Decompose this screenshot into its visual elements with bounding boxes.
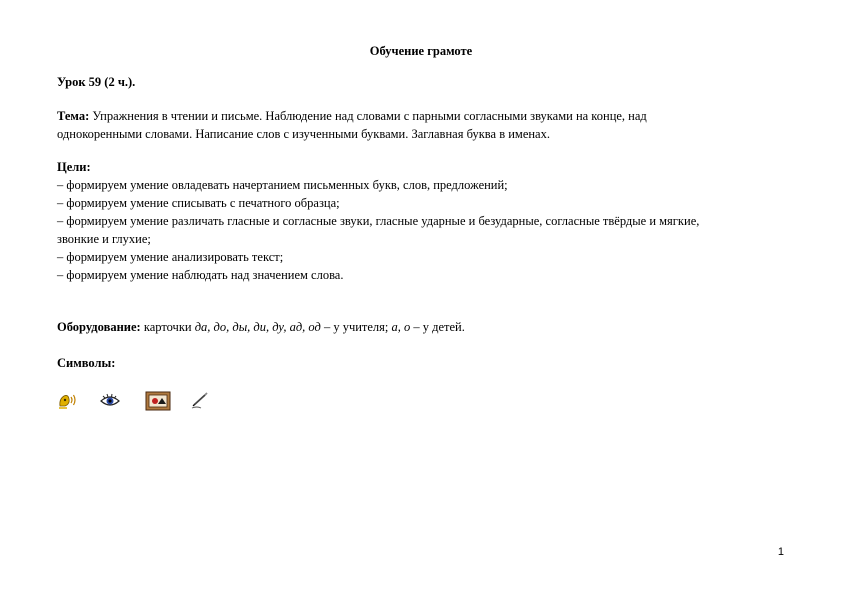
framed-picture-icon <box>145 391 167 411</box>
document-title: Обучение грамоте <box>369 44 473 58</box>
topic-label: Тема: <box>57 109 90 123</box>
symbols-label: Символы: <box>57 356 116 370</box>
equipment-paragraph <box>57 318 787 336</box>
goal-item: – формируем умение наблюдать над значением слова. <box>57 268 344 282</box>
page-number: 1 <box>777 546 784 558</box>
goal-item: – формируем умение различать гласные и согласные звуки, гласные ударные и безударные, согласные твёрдые и мягкие, <box>57 214 700 228</box>
child-cards: а, о <box>391 320 411 334</box>
speaking-sound-icon <box>57 391 79 411</box>
goal-item: – формируем умение анализировать текст; <box>57 250 284 264</box>
goals-section <box>57 158 787 284</box>
pen-writing-icon <box>189 391 211 411</box>
child-suffix: – у детей. <box>410 320 465 334</box>
goal-item: звонкие и глухие; <box>57 232 151 246</box>
teacher-cards: да, до, ды, ди, ду, ад, од <box>194 320 321 334</box>
goal-item: – формируем умение овладевать начертанием письменных букв, слов, предложений; <box>57 178 508 192</box>
lesson-heading: Урок 59 (2 ч.). <box>57 75 136 89</box>
topic-paragraph <box>57 107 787 143</box>
teacher-suffix: – у учителя; <box>320 320 392 334</box>
eye-icon <box>99 391 121 411</box>
topic-text-1: Упражнения в чтении и письме. Наблюдение над словами с парными согласными звуками на конце, над <box>89 109 647 123</box>
topic-text-2: однокоренными словами. Написание слов с изученными буквами. Заглавная буква в именах. <box>57 127 550 141</box>
equipment-label: Оборудование: <box>57 320 141 334</box>
equipment-prefix: карточки <box>140 320 195 334</box>
goal-item: – формируем умение списывать с печатного образца; <box>57 196 340 210</box>
equipment-line <box>57 318 787 336</box>
goals-label: Цели: <box>57 160 91 174</box>
topic-line-1 <box>57 107 787 125</box>
